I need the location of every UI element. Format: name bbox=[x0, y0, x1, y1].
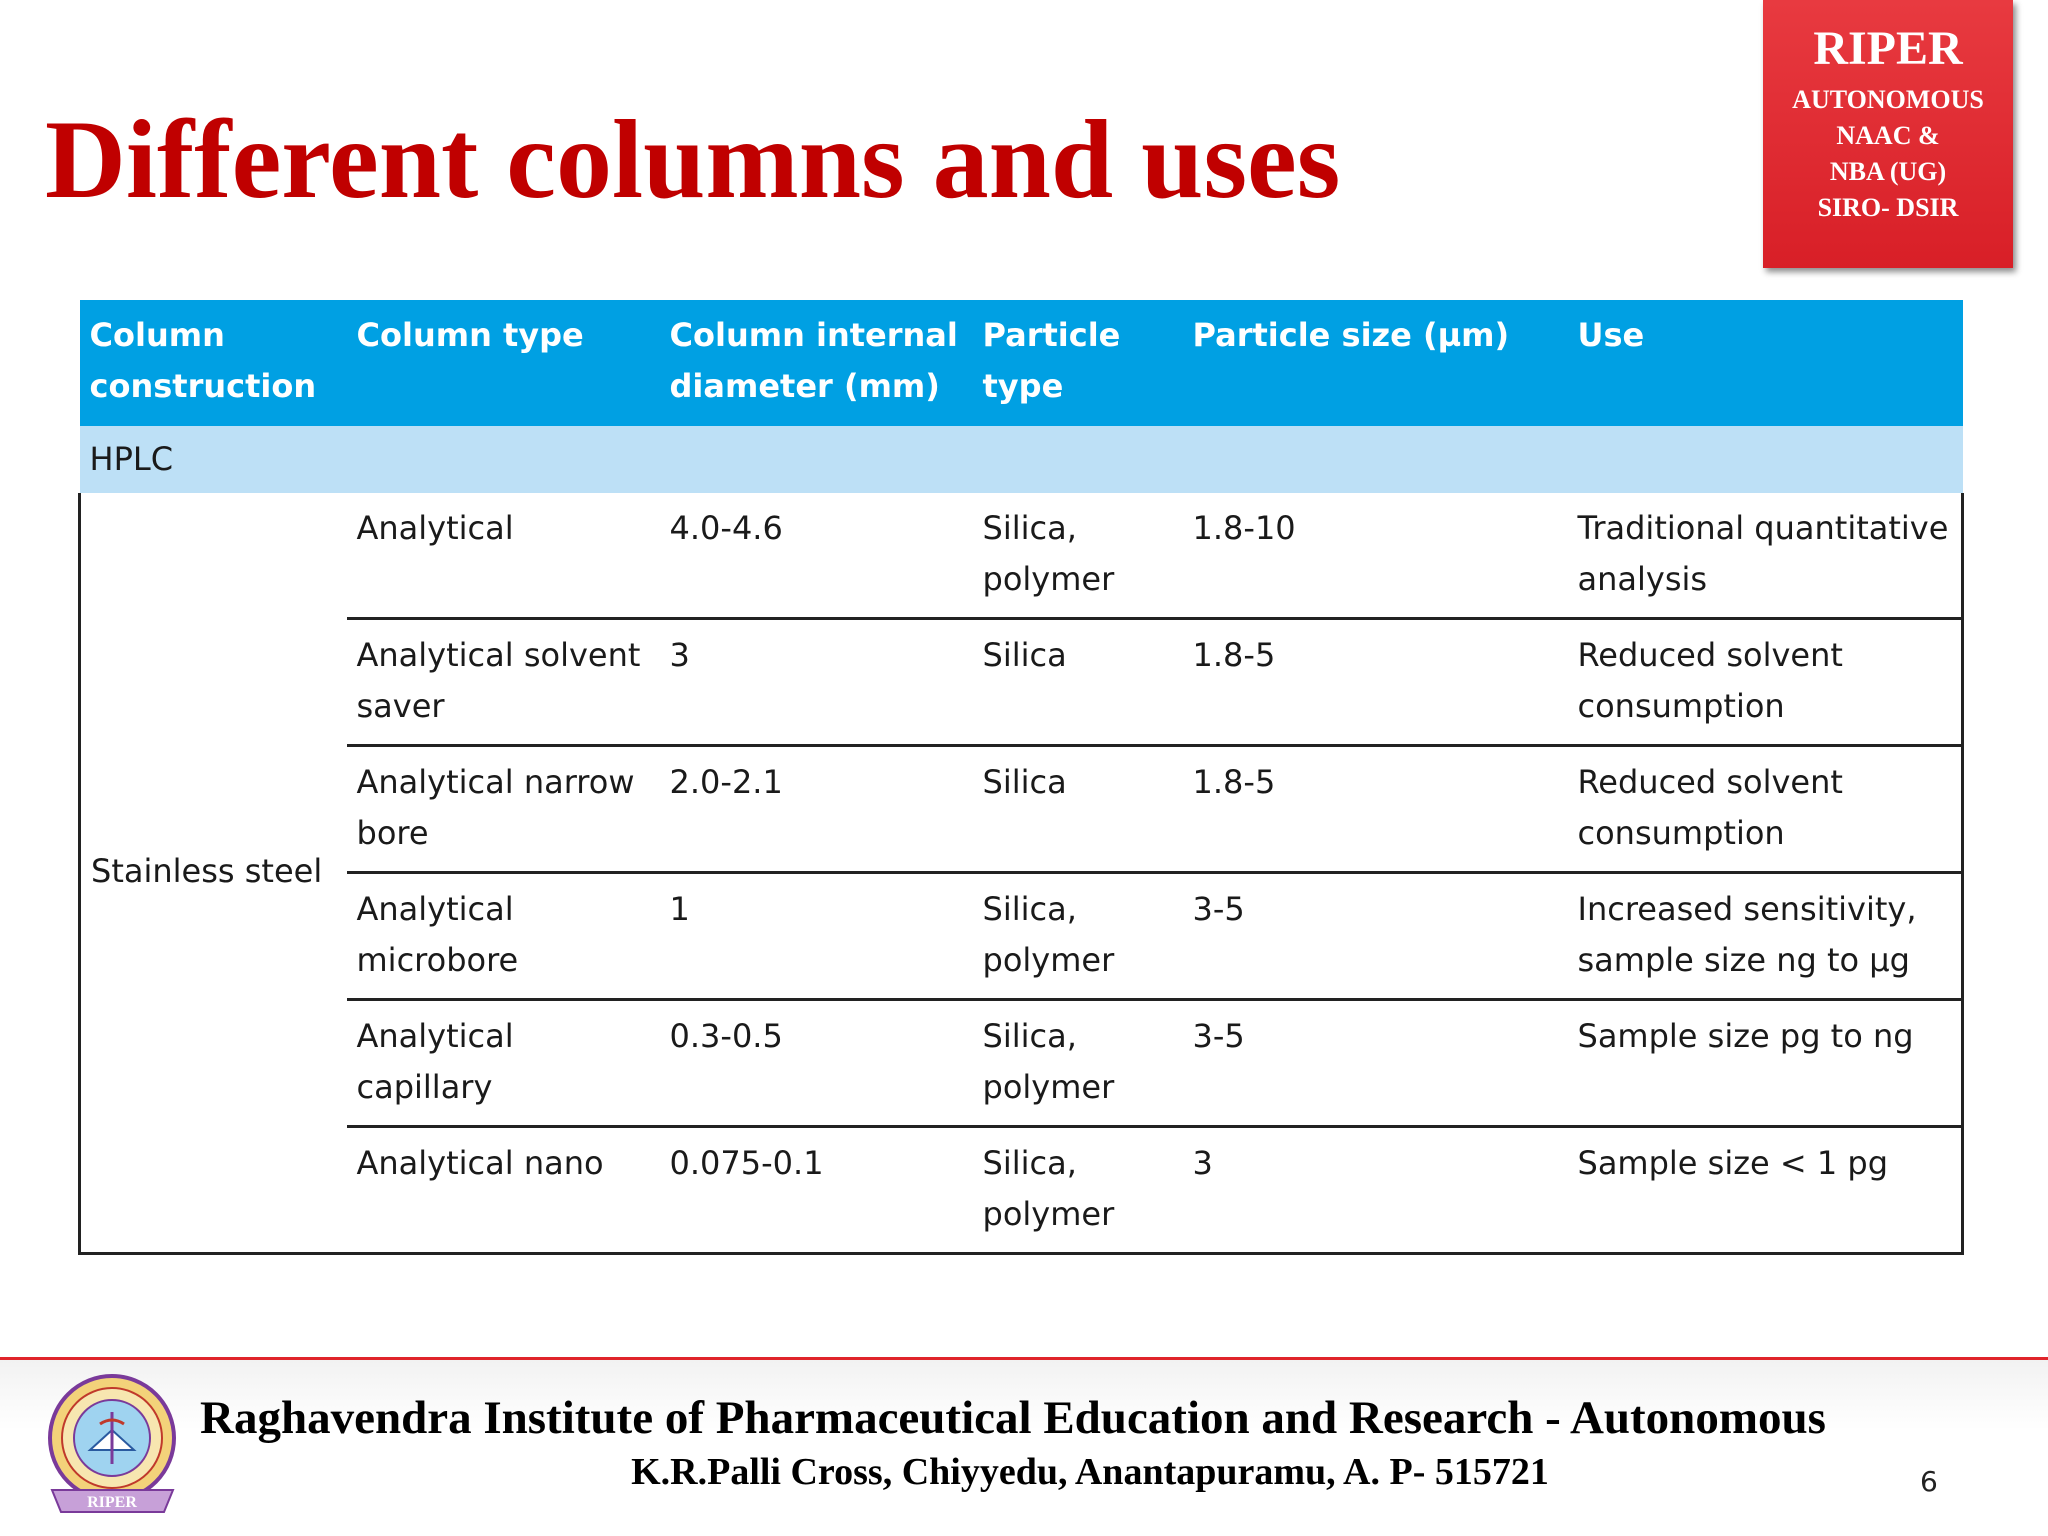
section-label: HPLC bbox=[80, 426, 1963, 493]
cell-use: Traditional quantitative analysis bbox=[1568, 493, 1963, 619]
cell-particle-size: 1.8-5 bbox=[1183, 746, 1568, 873]
cell-particle-type: Silica bbox=[973, 619, 1183, 746]
header-particle-type: Particle type bbox=[973, 300, 1183, 426]
columns-table bbox=[78, 300, 1964, 1255]
header-use: Use bbox=[1568, 300, 1963, 426]
column-construction-cell: Stainless steel bbox=[80, 493, 347, 1254]
cell-diameter: 3 bbox=[660, 619, 973, 746]
slide-title: Different columns and uses bbox=[45, 98, 1341, 222]
cell-column-type: Analytical microbore bbox=[347, 873, 660, 1000]
cell-use: Reduced solvent consumption bbox=[1568, 619, 1963, 746]
cell-diameter: 0.075-0.1 bbox=[660, 1127, 973, 1254]
table-row bbox=[80, 746, 1963, 873]
cell-particle-type: Silica, polymer bbox=[973, 873, 1183, 1000]
cell-diameter: 4.0-4.6 bbox=[660, 493, 973, 619]
page-number: 6 bbox=[1920, 1465, 1938, 1498]
cell-column-type: Analytical nano bbox=[347, 1127, 660, 1254]
cell-particle-type: Silica, polymer bbox=[973, 1000, 1183, 1127]
logo-text: RIPER bbox=[87, 1494, 137, 1511]
institution-address: K.R.Palli Cross, Chiyyedu, Anantapuramu, A. P- 515721 bbox=[631, 1451, 1549, 1493]
institute-logo bbox=[40, 1372, 185, 1520]
header-internal-diameter: Column internal diameter (mm) bbox=[660, 300, 973, 426]
cell-column-type: Analytical solvent saver bbox=[347, 619, 660, 746]
cell-use: Increased sensitivity, sample size ng to µg bbox=[1568, 873, 1963, 1000]
cell-column-type: Analytical narrow bore bbox=[347, 746, 660, 873]
table-row bbox=[80, 493, 1963, 619]
header-particle-size: Particle size (µm) bbox=[1183, 300, 1568, 426]
cell-particle-size: 3-5 bbox=[1183, 873, 1568, 1000]
header-column-type: Column type bbox=[347, 300, 660, 426]
cell-use: Reduced solvent consumption bbox=[1568, 746, 1963, 873]
table-row bbox=[80, 619, 1963, 746]
table-row bbox=[80, 873, 1963, 1000]
cell-use: Sample size pg to ng bbox=[1568, 1000, 1963, 1127]
footer-divider bbox=[0, 1357, 2048, 1360]
cell-particle-type: Silica bbox=[973, 746, 1183, 873]
cell-particle-size: 1.8-10 bbox=[1183, 493, 1568, 619]
accreditation-badge bbox=[1763, 0, 2013, 268]
badge-nba: NBA (UG) bbox=[1829, 157, 1947, 186]
header-column-construction: Column construction bbox=[80, 300, 347, 426]
cell-diameter: 2.0-2.1 bbox=[660, 746, 973, 873]
cell-diameter: 0.3-0.5 bbox=[660, 1000, 973, 1127]
cell-particle-size: 3-5 bbox=[1183, 1000, 1568, 1127]
cell-particle-size: 1.8-5 bbox=[1183, 619, 1568, 746]
badge-siro: SIRO- DSIR bbox=[1817, 193, 1959, 222]
table-row bbox=[80, 1000, 1963, 1127]
cell-column-type: Analytical bbox=[347, 493, 660, 619]
cell-diameter: 1 bbox=[660, 873, 973, 1000]
cell-particle-type: Silica, polymer bbox=[973, 493, 1183, 619]
institution-name: Raghavendra Institute of Pharmaceutical Education and Research - Autonomous bbox=[200, 1392, 1826, 1444]
section-row-hplc bbox=[80, 426, 1963, 493]
badge-autonomous: AUTONOMOUS bbox=[1792, 85, 1984, 114]
cell-particle-type: Silica, polymer bbox=[973, 1127, 1183, 1254]
badge-riper: RIPER bbox=[1813, 22, 1963, 75]
table-header-row bbox=[80, 300, 1963, 426]
cell-use: Sample size < 1 pg bbox=[1568, 1127, 1963, 1254]
table-row bbox=[80, 1127, 1963, 1254]
badge-naac: NAAC & bbox=[1836, 121, 1940, 150]
cell-column-type: Analytical capillary bbox=[347, 1000, 660, 1127]
cell-particle-size: 3 bbox=[1183, 1127, 1568, 1254]
